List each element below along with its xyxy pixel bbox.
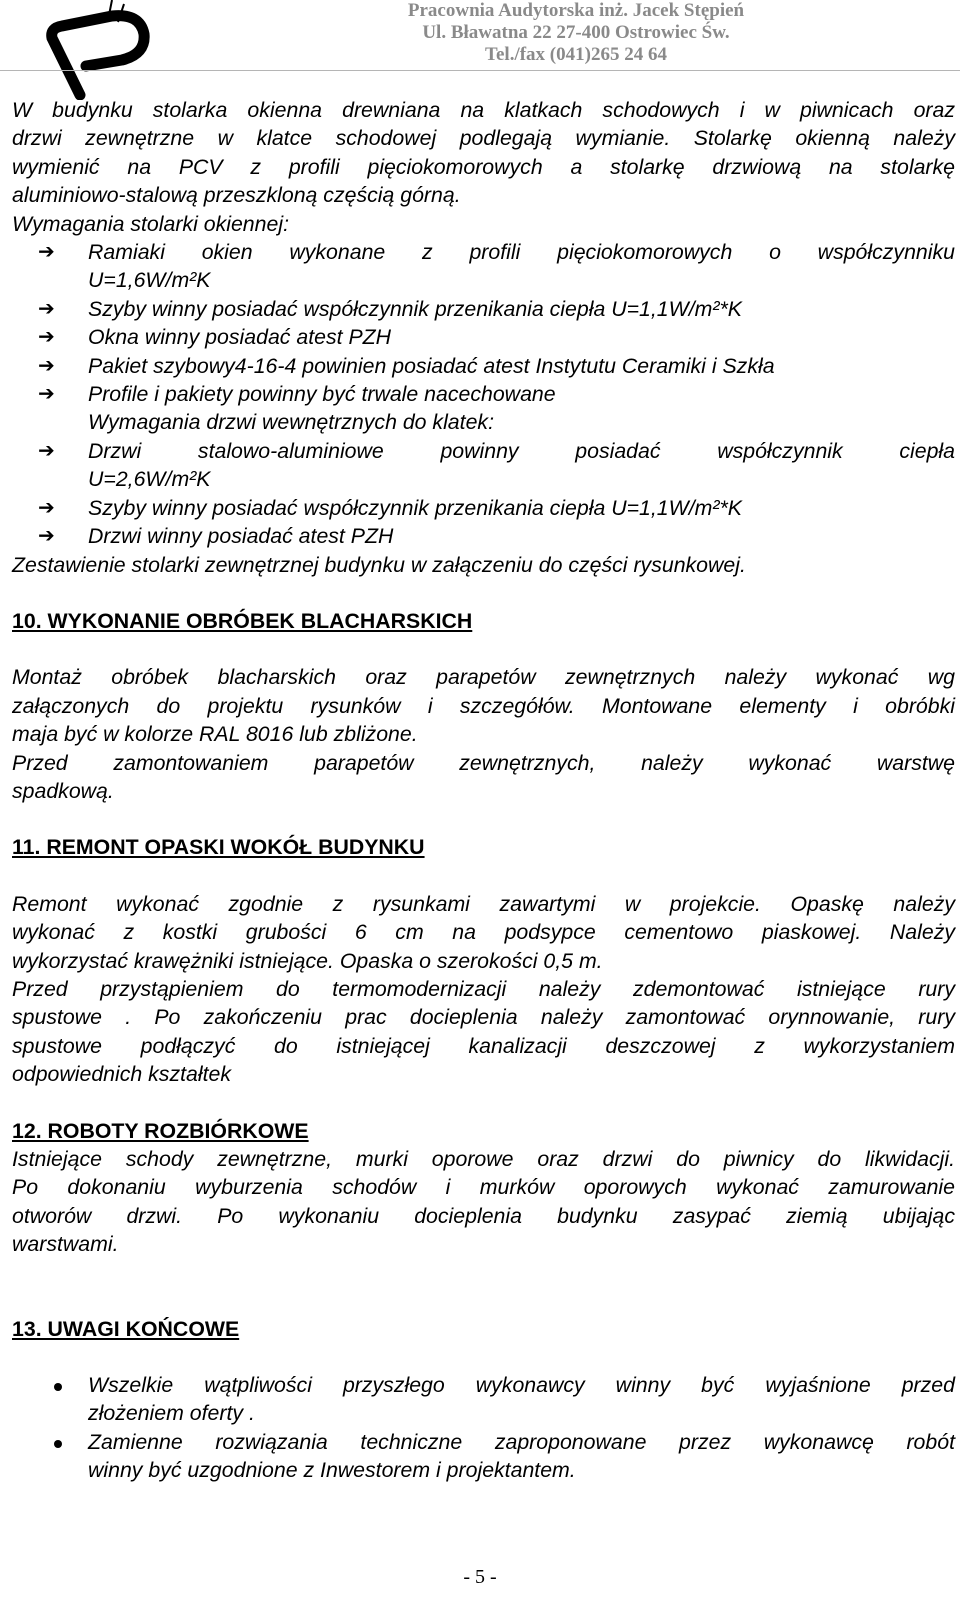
door-requirements-title: Wymagania drzwi wewnętrznych do klatek:: [88, 410, 494, 435]
text-line: drzwi zewnętrzne w klatce schodowej podlegają wymianie. Stolarkę okienną należy: [12, 126, 955, 151]
section-10-paragraph-2: [12, 749, 955, 806]
company-logo-icon: [40, 0, 150, 100]
text-line: spadkową.: [12, 778, 114, 803]
text-line: Przed przystąpieniem do termomodernizacji należy zdemontować istniejące rury: [12, 976, 955, 1001]
text-line: Remont wykonać zgodnie z rysunkami zawartymi w projekcie. Opaskę należy: [12, 891, 955, 916]
list-item: [12, 238, 955, 295]
bullet-dot-icon: [54, 1440, 62, 1448]
text-line: Drzwi winny posiadać atest PZH: [88, 524, 394, 549]
list-item: [12, 1428, 955, 1485]
text-line: maja być w kolorze RAL 8016 lub zbliżone.: [12, 722, 418, 747]
arrow-icon: ➔: [38, 354, 55, 377]
text-line: Szyby winny posiadać współczynnik przenikania ciepła U=1,1W/m²*K: [88, 296, 742, 321]
bullet-dot-icon: [54, 1383, 62, 1391]
summary-line: Zestawienie stolarki zewnętrznej budynku w załączeniu do części rysunkowej.: [12, 552, 746, 577]
text-line: U=2,6W/m²K: [88, 467, 211, 492]
header-divider: [0, 70, 960, 71]
window-requirements-title: Wymagania stolarki okiennej:: [12, 211, 289, 236]
list-item: [12, 494, 955, 522]
text-line: wykorzystać krawężniki istniejące. Opaska o szerokości 0,5 m.: [12, 948, 603, 973]
list-item: [12, 323, 955, 351]
text-line: Wszelkie wątpliwości przyszłego wykonawcy winny być wyjaśnione przed: [88, 1373, 955, 1398]
arrow-icon: ➔: [38, 383, 55, 406]
header-address: Ul. Bławatna 22 27-400 Ostrowiec Św.: [422, 22, 730, 43]
text-line: otworów drzwi. Po wykonaniu docieplenia budynku zasypać ziemią ubijając: [12, 1203, 955, 1228]
text-line: Drzwi stalowo-aluminiowe powinny posiadać współczynnik ciepła: [88, 438, 955, 463]
list-item: [12, 352, 955, 380]
text-line: Ramiaki okien wykonane z profili pięciokomorowych o współczynniku: [88, 240, 955, 265]
page-header: [256, 0, 896, 66]
arrow-icon: ➔: [38, 241, 55, 264]
text-line: wymienić na PCV z profili pięciokomorowych a stolarkę drzwiową na stolarkę: [12, 154, 955, 179]
text-line: U=1,6W/m²K: [88, 268, 211, 293]
text-line: warstwami.: [12, 1232, 119, 1257]
door-requirements-list: [12, 437, 955, 551]
intro-paragraph: [12, 96, 955, 210]
text-line: W budynku stolarka okienna drewniana na klatkach schodowych i w piwnicach oraz: [12, 98, 955, 122]
text-line: Profile i pakiety powinny być trwale nacechowane: [88, 382, 556, 407]
text-line: wykonać z kostki grubości 6 cm na podsypce cementowo piaskowej. Należy: [12, 920, 955, 945]
arrow-icon: ➔: [38, 326, 55, 349]
text-line: Istniejące schody zewnętrzne, murki oporowe oraz drzwi do piwnicy do likwidacji.: [12, 1147, 955, 1171]
header-company-name: Pracownia Audytorska inż. Jacek Stępień: [407, 0, 745, 21]
text-line: spustowe . Po zakończeniu prac docieplenia należy zamontować orynnowanie, rury: [12, 1005, 955, 1030]
text-line: Zamienne rozwiązania techniczne zaproponowane przez wykonawcę robót: [88, 1429, 955, 1454]
list-item: [12, 1371, 955, 1428]
section-10-paragraph-1: [12, 663, 955, 748]
text-line: Pakiet szybowy4-16-4 powinien posiadać atest Instytutu Ceramiki i Szkła: [88, 353, 775, 378]
text-line: winny być uzgodnione z Inwestorem i projektantem.: [88, 1458, 576, 1483]
arrow-icon: ➔: [38, 439, 55, 462]
text-line: Szyby winny posiadać współczynnik przenikania ciepła U=1,1W/m²*K: [88, 495, 742, 520]
text-line: Montaż obróbek blacharskich oraz parapetów zewnętrznych należy wykonać wg: [12, 665, 955, 690]
list-item: [12, 295, 955, 323]
text-line: Okna winny posiadać atest PZH: [88, 325, 392, 350]
list-item: [12, 437, 955, 494]
text-line: Po dokonaniu wyburzenia schodów i murków oporowych wykonać zamurowanie: [12, 1175, 955, 1200]
text-line: Przed zamontowaniem parapetów zewnętrznych, należy wykonać warstwę: [12, 750, 955, 775]
section-heading-12: 12. ROBOTY ROZBIÓRKOWE: [12, 1118, 309, 1143]
text-line: złożeniem oferty .: [88, 1401, 255, 1426]
section-heading-13: 13. UWAGI KOŃCOWE: [12, 1316, 240, 1341]
final-remarks-list: [12, 1371, 955, 1485]
text-line: aluminiowo-stalową przeszkloną częścią górną.: [12, 183, 461, 208]
section-11-paragraph-2: [12, 975, 955, 1089]
arrow-icon: ➔: [38, 525, 55, 548]
list-item: [12, 522, 955, 550]
arrow-icon: ➔: [38, 297, 55, 320]
text-line: spustowe podłączyć do istniejącej kanalizacji deszczowej z wykorzystaniem: [12, 1033, 955, 1058]
section-heading-11: 11. REMONT OPASKI WOKÓŁ BUDYNKU: [12, 835, 425, 860]
list-item: [12, 380, 955, 408]
arrow-icon: ➔: [38, 496, 55, 519]
text-line: załączonych do projektu rysunków i szczegółów. Montowane elementy i obróbki: [12, 693, 955, 718]
section-heading-10: 10. WYKONANIE OBRÓBEK BLACHARSKICH: [12, 608, 473, 633]
page-number: - 5 -: [463, 1566, 497, 1588]
text-line: odpowiednich kształtek: [12, 1062, 232, 1087]
header-phone: Tel./fax (041)265 24 64: [485, 44, 667, 65]
document-body: [12, 96, 955, 1485]
section-11-paragraph-1: [12, 890, 955, 975]
section-12-paragraph-1: [12, 1145, 955, 1259]
window-requirements-list: [12, 238, 955, 408]
